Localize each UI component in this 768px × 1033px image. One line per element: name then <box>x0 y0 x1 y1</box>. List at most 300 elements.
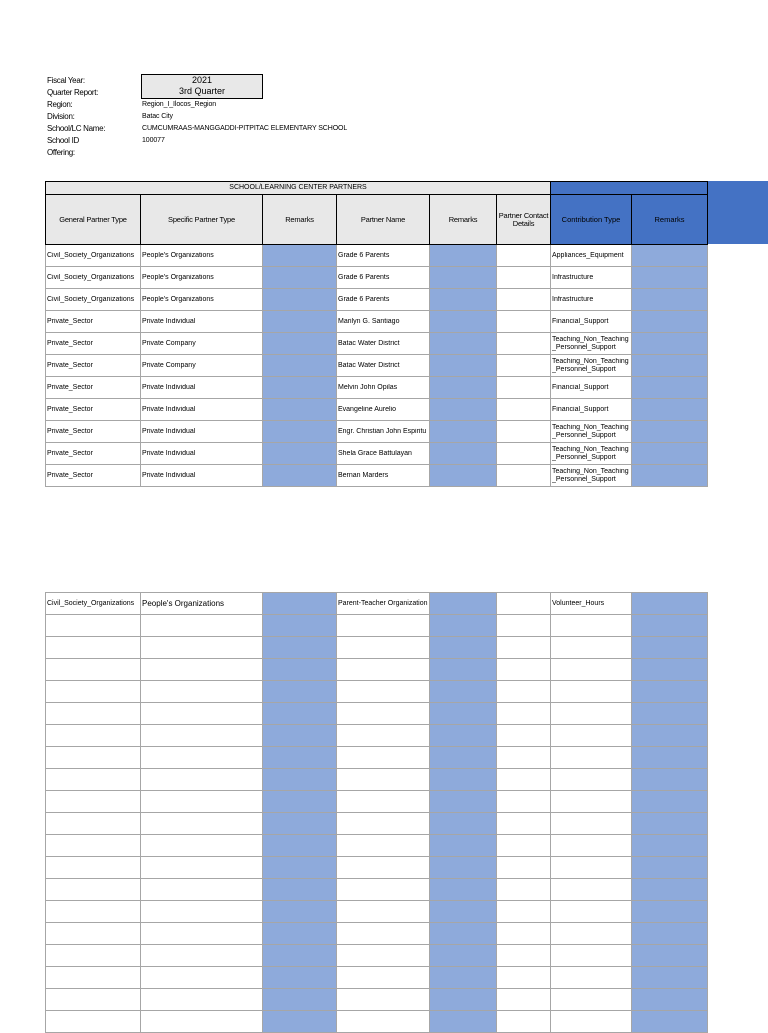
remarks-cell[interactable] <box>263 901 337 923</box>
remarks-cell[interactable] <box>632 659 708 681</box>
empty-cell[interactable] <box>46 747 141 769</box>
remarks-cell[interactable] <box>632 421 708 443</box>
remarks-cell[interactable] <box>632 637 708 659</box>
empty-cell[interactable] <box>141 945 263 967</box>
remarks-cell[interactable] <box>430 267 497 289</box>
remarks-cell[interactable] <box>632 593 708 615</box>
partner-name-cell[interactable] <box>337 311 430 333</box>
specific-partner-type-cell[interactable] <box>141 399 263 421</box>
empty-cell[interactable] <box>551 615 632 637</box>
remarks-cell[interactable] <box>430 355 497 377</box>
empty-cell[interactable] <box>497 615 551 637</box>
division-value: Batac City <box>142 113 173 120</box>
table-row <box>46 377 708 399</box>
remarks-cell[interactable] <box>263 967 337 989</box>
table-row <box>46 989 708 1011</box>
empty-cell[interactable] <box>141 703 263 725</box>
contribution-type-cell[interactable]: Volunteer_Hours <box>551 593 632 615</box>
remarks-cell[interactable] <box>263 421 337 443</box>
partner-name-cell-text: Bernan Marders <box>338 471 389 479</box>
remarks-cell[interactable] <box>632 703 708 725</box>
specific-partner-type-cell[interactable] <box>141 267 263 289</box>
remarks-cell[interactable] <box>632 443 708 465</box>
remarks-cell[interactable] <box>430 377 497 399</box>
empty-cell[interactable] <box>497 769 551 791</box>
remarks-cell[interactable] <box>632 1011 708 1033</box>
empty-cell[interactable] <box>141 923 263 945</box>
remarks-cell[interactable] <box>263 681 337 703</box>
specific-partner-type-cell[interactable] <box>141 333 263 355</box>
remarks-cell[interactable] <box>430 813 497 835</box>
quarter-field[interactable]: 3rd Quarter <box>141 86 263 99</box>
remarks-cell[interactable] <box>263 857 337 879</box>
remarks-cell[interactable] <box>263 443 337 465</box>
table-row <box>46 857 708 879</box>
side-blue-block <box>707 181 768 244</box>
partner-name-cell-text: Marilyn G. Santiago <box>338 317 400 325</box>
empty-cell[interactable] <box>551 813 632 835</box>
contact-cell[interactable] <box>497 267 551 289</box>
remarks-cell[interactable] <box>430 681 497 703</box>
remarks-cell[interactable] <box>430 615 497 637</box>
contribution-type-cell[interactable] <box>551 289 632 311</box>
contact-cell[interactable] <box>497 311 551 333</box>
empty-cell[interactable] <box>46 725 141 747</box>
empty-cell[interactable] <box>497 813 551 835</box>
remarks-cell[interactable] <box>430 989 497 1011</box>
specific-partner-type-cell[interactable] <box>141 245 263 267</box>
table-row <box>46 399 708 421</box>
remarks-cell[interactable] <box>263 465 337 487</box>
empty-cell[interactable] <box>141 835 263 857</box>
empty-cell[interactable] <box>337 747 430 769</box>
empty-cell[interactable] <box>551 945 632 967</box>
remarks-cell[interactable] <box>430 1011 497 1033</box>
remarks-cell[interactable] <box>430 967 497 989</box>
contribution-type-cell[interactable] <box>551 245 632 267</box>
general-partner-type-cell-text: Private_Sector <box>47 383 93 391</box>
general-partner-type-cell[interactable] <box>46 311 141 333</box>
table-row <box>46 747 708 769</box>
empty-cell[interactable] <box>551 725 632 747</box>
remarks-cell[interactable] <box>632 245 708 267</box>
general-partner-type-cell[interactable] <box>46 333 141 355</box>
general-partner-type-cell[interactable] <box>46 399 141 421</box>
empty-cell[interactable] <box>337 813 430 835</box>
remarks-cell[interactable] <box>263 989 337 1011</box>
empty-cell[interactable] <box>46 967 141 989</box>
table-row <box>46 267 708 289</box>
empty-cell[interactable] <box>46 813 141 835</box>
table-row <box>46 945 708 967</box>
general-partner-type-cell[interactable] <box>46 289 141 311</box>
remarks-cell[interactable] <box>430 311 497 333</box>
table-row <box>46 967 708 989</box>
general-partner-type-cell-text: Private_Sector <box>47 317 93 325</box>
empty-cell[interactable] <box>497 967 551 989</box>
region-value: Region_I_Ilocos_Region <box>142 101 217 108</box>
empty-cell[interactable] <box>141 879 263 901</box>
empty-cell[interactable] <box>497 923 551 945</box>
partner-name-cell[interactable] <box>337 289 430 311</box>
specific-partner-type-cell[interactable] <box>141 311 263 333</box>
empty-cell[interactable] <box>551 791 632 813</box>
empty-cell[interactable] <box>337 945 430 967</box>
empty-cell[interactable] <box>551 769 632 791</box>
table-row <box>46 791 708 813</box>
remarks-cell[interactable] <box>632 879 708 901</box>
empty-cell[interactable] <box>337 923 430 945</box>
general-partner-type-cell[interactable] <box>46 377 141 399</box>
remarks-cell[interactable] <box>263 311 337 333</box>
empty-cell[interactable] <box>141 901 263 923</box>
remarks-cell[interactable] <box>430 901 497 923</box>
empty-cell[interactable] <box>46 659 141 681</box>
specific-partner-type-cell[interactable] <box>141 289 263 311</box>
remarks-cell[interactable] <box>263 333 337 355</box>
empty-cell[interactable] <box>551 637 632 659</box>
partner-name-cell[interactable] <box>337 355 430 377</box>
empty-cell[interactable] <box>337 791 430 813</box>
empty-cell[interactable] <box>46 945 141 967</box>
remarks-cell[interactable] <box>632 945 708 967</box>
remarks-cell[interactable] <box>632 769 708 791</box>
partner-name-cell[interactable] <box>337 421 430 443</box>
empty-cell[interactable] <box>141 1011 263 1033</box>
remarks-cell[interactable] <box>430 923 497 945</box>
contact-cell[interactable] <box>497 443 551 465</box>
general-partner-type-cell-text: Private_Sector <box>47 339 93 347</box>
table-row <box>46 835 708 857</box>
specific-partner-type-cell-text: Private Individual <box>142 317 196 325</box>
empty-cell[interactable] <box>337 857 430 879</box>
partner-name-cell[interactable] <box>337 267 430 289</box>
empty-cell[interactable] <box>497 659 551 681</box>
empty-cell[interactable] <box>497 945 551 967</box>
remarks-cell[interactable] <box>263 377 337 399</box>
contact-cell[interactable] <box>497 355 551 377</box>
remarks-cell[interactable] <box>632 791 708 813</box>
empty-cell[interactable] <box>141 791 263 813</box>
empty-cell[interactable] <box>141 989 263 1011</box>
remarks-cell[interactable] <box>632 615 708 637</box>
specific-partner-type-cell[interactable] <box>141 377 263 399</box>
empty-cell[interactable] <box>497 791 551 813</box>
remarks-cell[interactable] <box>430 857 497 879</box>
empty-cell[interactable] <box>46 769 141 791</box>
remarks-cell[interactable] <box>263 593 337 615</box>
contact-cell[interactable] <box>497 245 551 267</box>
remarks-cell[interactable] <box>263 355 337 377</box>
remarks-cell[interactable] <box>430 791 497 813</box>
remarks-cell[interactable] <box>263 725 337 747</box>
col-header-partner-contact: Partner Contact Details <box>497 195 551 245</box>
empty-cell[interactable] <box>337 901 430 923</box>
remarks-cell[interactable] <box>263 945 337 967</box>
table-row <box>46 703 708 725</box>
table-row <box>46 289 708 311</box>
contribution-type-cell[interactable] <box>551 333 632 355</box>
general-partner-type-cell[interactable]: Civil_Society_Organizations <box>46 593 141 615</box>
empty-cell[interactable] <box>46 923 141 945</box>
remarks-cell[interactable] <box>632 311 708 333</box>
general-partner-type-cell-text: Private_Sector <box>47 449 93 457</box>
empty-cell[interactable] <box>551 901 632 923</box>
empty-cell[interactable] <box>141 747 263 769</box>
general-partner-type-cell[interactable] <box>46 355 141 377</box>
empty-cell[interactable] <box>497 901 551 923</box>
remarks-cell[interactable] <box>263 659 337 681</box>
general-partner-type-cell[interactable] <box>46 421 141 443</box>
partner-name-cell[interactable] <box>337 245 430 267</box>
remarks-cell[interactable] <box>263 289 337 311</box>
remarks-cell[interactable] <box>632 989 708 1011</box>
empty-cell[interactable] <box>551 747 632 769</box>
empty-cell[interactable] <box>141 813 263 835</box>
remarks-cell[interactable] <box>430 443 497 465</box>
contribution-type-cell-text: Teaching_Non_Teaching_Personnel_Support <box>552 357 629 373</box>
remarks-cell[interactable] <box>632 333 708 355</box>
partner-name-cell-text: Batac Water District <box>338 339 400 347</box>
empty-cell[interactable] <box>551 703 632 725</box>
empty-cell[interactable] <box>551 659 632 681</box>
remarks-cell[interactable] <box>632 813 708 835</box>
empty-cell[interactable] <box>551 879 632 901</box>
remarks-cell[interactable] <box>430 769 497 791</box>
remarks-cell[interactable] <box>430 659 497 681</box>
empty-cell[interactable] <box>46 879 141 901</box>
specific-partner-type-cell[interactable] <box>141 421 263 443</box>
contribution-type-cell[interactable] <box>551 443 632 465</box>
partner-name-cell[interactable] <box>337 443 430 465</box>
empty-cell[interactable] <box>141 769 263 791</box>
remarks-cell[interactable] <box>430 879 497 901</box>
remarks-cell[interactable] <box>263 399 337 421</box>
contribution-type-cell[interactable] <box>551 465 632 487</box>
school-value: CUMCUMRAAS-MANGGADDI-PITPITAC ELEMENTARY SCHOOL <box>142 125 348 132</box>
remarks-cell[interactable] <box>430 289 497 311</box>
general-partner-type-cell-text: Private_Sector <box>47 405 93 413</box>
partner-name-cell[interactable]: Parent-Teacher Organization <box>337 593 430 615</box>
remarks-cell[interactable] <box>430 945 497 967</box>
remarks-cell[interactable] <box>632 725 708 747</box>
empty-cell[interactable] <box>141 967 263 989</box>
contribution-type-cell[interactable] <box>551 399 632 421</box>
contribution-type-cell-text: Financial_Support <box>552 383 609 391</box>
remarks-cell[interactable] <box>430 593 497 615</box>
empty-cell[interactable] <box>46 637 141 659</box>
contribution-type-cell[interactable] <box>551 267 632 289</box>
empty-cell[interactable] <box>141 637 263 659</box>
remarks-cell[interactable] <box>263 791 337 813</box>
contribution-type-cell[interactable] <box>551 421 632 443</box>
remarks-cell[interactable] <box>632 901 708 923</box>
empty-cell[interactable] <box>141 659 263 681</box>
empty-cell[interactable] <box>551 923 632 945</box>
offering-label: Offering: <box>47 148 75 157</box>
remarks-cell[interactable] <box>430 747 497 769</box>
remarks-cell[interactable] <box>430 703 497 725</box>
remarks-cell[interactable] <box>632 465 708 487</box>
table-row <box>46 725 708 747</box>
partner-name-cell[interactable] <box>337 399 430 421</box>
table-row <box>46 923 708 945</box>
remarks-cell[interactable] <box>263 637 337 659</box>
col-header-general-partner-type: General Partner Type <box>46 195 141 245</box>
remarks-cell[interactable] <box>632 355 708 377</box>
contribution-type-cell-text: Teaching_Non_Teaching_Personnel_Support <box>552 423 629 439</box>
empty-cell[interactable] <box>46 857 141 879</box>
contribution-type-cell[interactable] <box>551 311 632 333</box>
remarks-cell[interactable] <box>263 923 337 945</box>
empty-cell[interactable] <box>46 681 141 703</box>
specific-partner-type-cell[interactable] <box>141 443 263 465</box>
specific-partner-type-cell[interactable] <box>141 355 263 377</box>
empty-cell[interactable] <box>337 725 430 747</box>
empty-cell[interactable] <box>141 725 263 747</box>
remarks-cell[interactable] <box>263 245 337 267</box>
remarks-cell[interactable] <box>430 333 497 355</box>
remarks-cell[interactable] <box>632 857 708 879</box>
empty-cell[interactable] <box>337 879 430 901</box>
contact-cell[interactable] <box>497 333 551 355</box>
remarks-cell[interactable] <box>430 465 497 487</box>
remarks-cell[interactable] <box>263 1011 337 1033</box>
remarks-cell[interactable] <box>632 267 708 289</box>
empty-cell[interactable] <box>337 659 430 681</box>
empty-cell[interactable] <box>551 1011 632 1033</box>
contact-cell[interactable] <box>497 593 551 615</box>
remarks-cell[interactable] <box>632 923 708 945</box>
empty-cell[interactable] <box>337 703 430 725</box>
remarks-cell[interactable] <box>430 725 497 747</box>
empty-cell[interactable] <box>337 615 430 637</box>
empty-cell[interactable] <box>141 615 263 637</box>
table-row <box>46 901 708 923</box>
empty-cell[interactable] <box>497 879 551 901</box>
empty-cell[interactable] <box>337 681 430 703</box>
remarks-cell[interactable] <box>632 747 708 769</box>
empty-cell[interactable] <box>497 637 551 659</box>
specific-partner-type-cell-text: People's Organizations <box>142 251 214 259</box>
empty-cell[interactable] <box>46 703 141 725</box>
general-partner-type-cell[interactable] <box>46 267 141 289</box>
remarks-cell[interactable] <box>632 967 708 989</box>
general-partner-type-cell[interactable] <box>46 465 141 487</box>
empty-cell[interactable] <box>497 725 551 747</box>
empty-cell[interactable] <box>497 989 551 1011</box>
empty-cell[interactable] <box>497 747 551 769</box>
general-partner-type-cell-text: Civil_Society_Organizations <box>47 251 135 259</box>
general-partner-type-cell[interactable] <box>46 245 141 267</box>
remarks-cell[interactable] <box>632 399 708 421</box>
empty-cell[interactable] <box>497 835 551 857</box>
specific-partner-type-cell[interactable]: People's Organizations <box>141 593 263 615</box>
empty-cell[interactable] <box>46 1011 141 1033</box>
general-partner-type-cell-text: Private_Sector <box>47 361 93 369</box>
remarks-cell[interactable] <box>263 747 337 769</box>
remarks-cell[interactable] <box>430 399 497 421</box>
school-label: School/LC Name: <box>47 124 106 133</box>
remarks-cell[interactable] <box>632 377 708 399</box>
empty-cell[interactable] <box>141 681 263 703</box>
empty-cell[interactable] <box>551 967 632 989</box>
region-label: Region: <box>47 100 73 109</box>
empty-cell[interactable] <box>497 703 551 725</box>
empty-cell[interactable] <box>337 989 430 1011</box>
general-partner-type-cell[interactable] <box>46 443 141 465</box>
partner-name-cell[interactable] <box>337 465 430 487</box>
partner-name-cell[interactable] <box>337 377 430 399</box>
contribution-type-cell[interactable] <box>551 355 632 377</box>
remarks-cell[interactable] <box>430 421 497 443</box>
contact-cell[interactable] <box>497 399 551 421</box>
empty-cell[interactable] <box>46 615 141 637</box>
partner-name-cell-text: Engr. Christian John Espiritu <box>338 427 427 435</box>
table-row <box>46 879 708 901</box>
remarks-cell[interactable] <box>430 637 497 659</box>
contact-cell[interactable] <box>497 377 551 399</box>
remarks-cell[interactable] <box>263 703 337 725</box>
remarks-cell[interactable] <box>263 267 337 289</box>
empty-cell[interactable] <box>46 901 141 923</box>
contact-cell[interactable] <box>497 421 551 443</box>
empty-cell[interactable] <box>46 835 141 857</box>
empty-cell[interactable] <box>551 857 632 879</box>
empty-cell[interactable] <box>337 637 430 659</box>
contact-cell[interactable] <box>497 289 551 311</box>
fiscal-year-label: Fiscal Year: <box>47 76 85 85</box>
remarks-cell[interactable] <box>430 245 497 267</box>
partner-name-cell-text: Evangeline Aurelio <box>338 405 396 413</box>
remarks-cell[interactable] <box>263 615 337 637</box>
specific-partner-type-cell[interactable] <box>141 465 263 487</box>
specific-partner-type-cell-text: People's Organizations <box>142 273 214 281</box>
empty-cell[interactable] <box>551 989 632 1011</box>
remarks-cell[interactable] <box>263 835 337 857</box>
remarks-cell[interactable] <box>632 289 708 311</box>
empty-cell[interactable] <box>141 857 263 879</box>
empty-cell[interactable] <box>497 857 551 879</box>
empty-cell[interactable] <box>551 835 632 857</box>
empty-cell[interactable] <box>337 1011 430 1033</box>
partner-name-cell[interactable] <box>337 333 430 355</box>
contact-cell[interactable] <box>497 465 551 487</box>
remarks-cell[interactable] <box>263 769 337 791</box>
empty-cell[interactable] <box>551 681 632 703</box>
empty-cell[interactable] <box>337 769 430 791</box>
remarks-cell[interactable] <box>263 813 337 835</box>
table-title-blue <box>551 182 708 195</box>
empty-cell[interactable] <box>497 681 551 703</box>
contribution-type-cell[interactable] <box>551 377 632 399</box>
remarks-cell[interactable] <box>430 835 497 857</box>
remarks-cell[interactable] <box>263 879 337 901</box>
empty-cell[interactable] <box>337 967 430 989</box>
col-header-remarks-1: Remarks <box>263 195 337 245</box>
remarks-cell[interactable] <box>632 835 708 857</box>
contribution-type-cell-text: Appliances_Equipment <box>552 251 624 259</box>
empty-cell[interactable] <box>46 791 141 813</box>
empty-cell[interactable] <box>46 989 141 1011</box>
remarks-cell[interactable] <box>632 681 708 703</box>
table-row <box>46 1011 708 1033</box>
empty-cell[interactable] <box>497 1011 551 1033</box>
fiscal-year-field[interactable]: 2021 <box>141 74 263 87</box>
specific-partner-type-cell-text: Private Individual <box>142 405 196 413</box>
empty-cell[interactable] <box>337 835 430 857</box>
general-partner-type-cell-text: Civil_Society_Organizations <box>47 295 135 303</box>
